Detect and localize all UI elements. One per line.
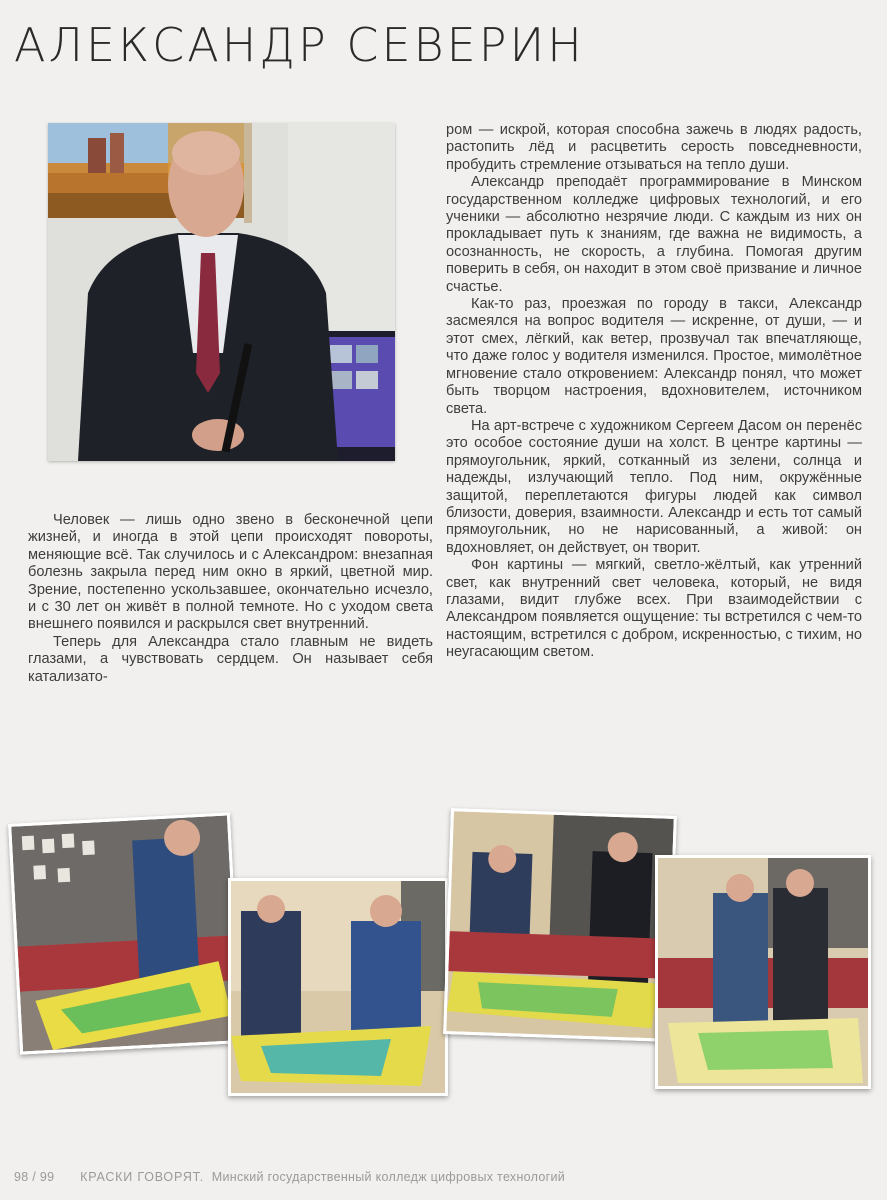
article-title: АЛЕКСАНДР СЕВЕРИН xyxy=(14,18,585,72)
paragraph: Александр преподаёт программирование в Минском государственном колледже цифровых технологий, и его ученики — абсолютно незрячие люди. С каждым из них он прокладывает путь к знаниям, где важна не видимость, а осознанность, не скорость, а глубина. Помогая другим поверить в себя, он находит в этом своё призвание и личное счастье. xyxy=(446,174,862,295)
portrait-illustration xyxy=(48,123,395,461)
paragraph: ром — искрой, которая способна зажечь в людях радость, растопить лёд и расцветить серость повседневности, пробудить стремление отзываться на тепло души. xyxy=(446,122,862,173)
paragraph: На арт-встрече с художником Сергеем Дасом он перенёс это особое состояние души на холст. В центре картины — прямоугольник, яркий, сотканный из зелени, солнца и надежды, излучающий тепло. Под ним, окружённые защитой, переплетаются фигуры людей как символ близости, доверия, взаимности. Александр и есть тот самый прямоугольник, но не нарисованный, а живой: он вдохновляет, он действует, он творит. xyxy=(446,417,862,556)
paragraph: Человек — лишь одно звено в бесконечной цепи жизней, и иногда в этой цепи происходят повороты, меняющие всё. Так случилось и с Александром: внезапная болезнь закрыла перед ним окно в яркий, цветной мир. Зрение, постепенно ускользавшее, окончательно исчезло, и с 30 лет он живёт в полной темноте. Но с уходом света внешнего появился и раскрылся свет внутренний. xyxy=(28,512,433,633)
collage-photo-2 xyxy=(228,878,448,1096)
collage-photo-3 xyxy=(443,808,677,1042)
portrait-photo xyxy=(48,123,395,461)
paragraph: Теперь для Александра стало главным не видеть глазами, а чувствовать сердцем. Он называет себя катализато- xyxy=(28,633,433,685)
collage-photo-1 xyxy=(8,812,242,1054)
right-text-column xyxy=(446,122,862,662)
page-numbers: 98 / 99 xyxy=(14,1170,55,1184)
paragraph: Как-то раз, проезжая по городу в такси, Александр засмеялся на вопрос водителя — искренне, от души, — и этот смех, лёгкий, как ветер, прозвучал так впечатляюще, что даже голос у водителя изменился. Простое, мимолётное мгновение стало откровением: Александр понял, что может быть творцом настроения, вдохновителем, источником света. xyxy=(446,296,862,417)
magazine-title: КРАСКИ ГОВОРЯТ. xyxy=(80,1170,204,1184)
footer-subtitle: Минский государственный колледж цифровых технологий xyxy=(211,1170,566,1184)
collage-photo-4 xyxy=(655,855,871,1089)
paragraph: Фон картины — мягкий, светло-жёлтый, как утренний свет, как внутренний свет человека, который, не видя глазами, видит глубже всех. При взаимодействии с Александром появляется ощущение: ты встретился с чем-то настоящим, встретился с добром, искренностью, с тихим, но неугасающим светом. xyxy=(446,557,862,661)
page-footer xyxy=(14,1170,565,1184)
left-text-column xyxy=(28,512,433,686)
